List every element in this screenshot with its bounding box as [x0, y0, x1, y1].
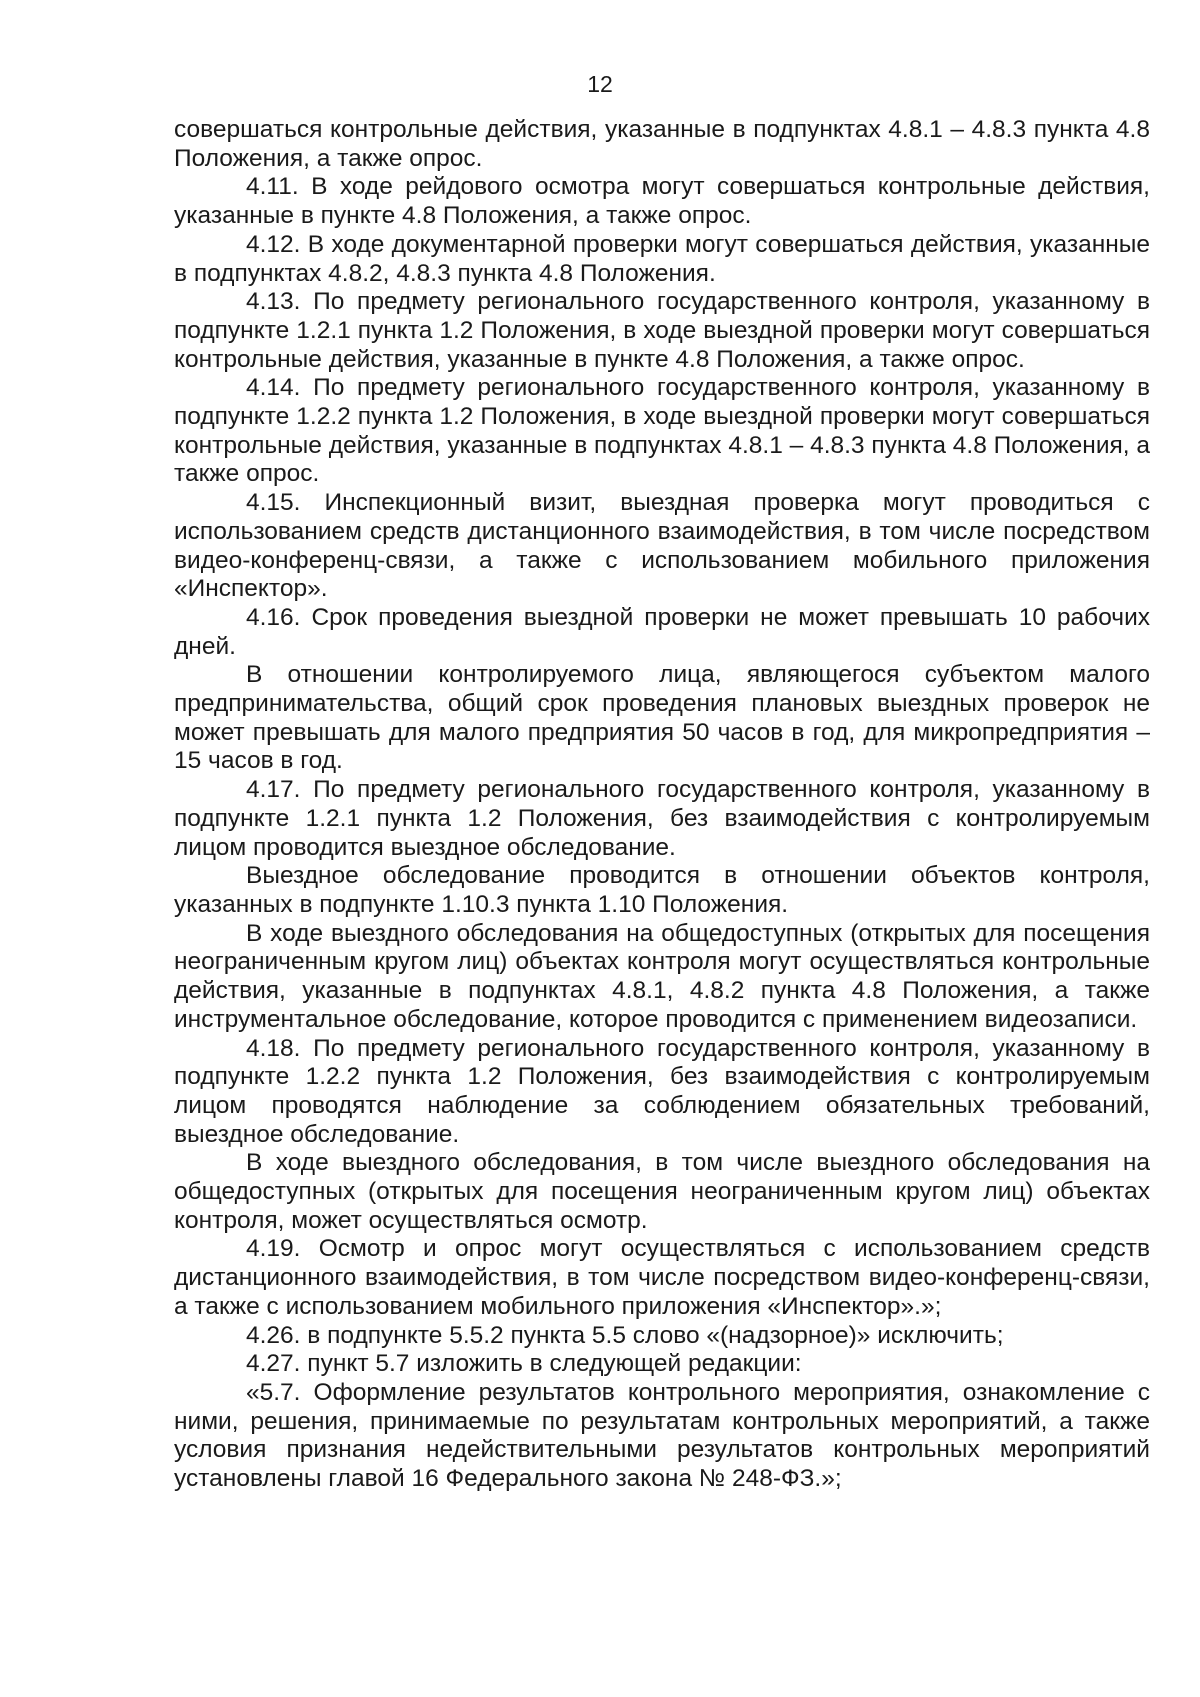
- page-number: 12: [587, 71, 613, 97]
- paragraph-4-17-public-objects: В ходе выездного обследования на общедоступных (открытых для посещения неограниченным кругом лиц) объектах контроля могут осуществляться контрольные действия, указанные в подпунктах 4.8.1, 4.8.2 пункта 4.8 Положения, а также инструментальное обследование, которое проводится с применением видеозаписи.: [174, 919, 1150, 1033]
- paragraph-5-7: «5.7. Оформление результатов контрольного мероприятия, ознакомление с ними, решения, принимаемые по результатам контрольных мероприятий, а также условия признания недействительными результатов контрольных мероприятий установлены главой 16 Федерального закона № 248-ФЗ.»;: [174, 1378, 1150, 1493]
- document-body: [174, 116, 1150, 1494]
- paragraph-4-18-inspection: В ходе выездного обследования, в том числе выездного обследования на общедоступных (открытых для посещения неограниченным кругом лиц) объектах контроля, может осуществляться осмотр.: [174, 1149, 1150, 1234]
- paragraph-4-19: 4.19. Осмотр и опрос могут осуществляться с использованием средств дистанционного взаимодействия, в том числе посредством видео-конференц-связи, а также с использованием мобильного приложения «Инспектор».»;: [174, 1235, 1150, 1320]
- paragraph-continuation: совершаться контрольные действия, указанные в подпунктах 4.8.1 – 4.8.3 пункта 4.8 Положения, а также опрос.: [174, 116, 1150, 172]
- paragraph-4-17: 4.17. По предмету регионального государственного контроля, указанному в подпункте 1.2.1 пункта 1.2 Положения, без взаимодействия с контролируемым лицом проводится выездное обследование.: [174, 776, 1150, 861]
- paragraph-4-16-small-business: В отношении контролируемого лица, являющегося субъектом малого предпринимательства, общий срок проведения плановых выездных проверок не может превышать для малого предприятия 50 часов в год, для микропредприятия – 15 часов в год.: [174, 661, 1150, 775]
- paragraph-4-26: 4.26. в подпункте 5.5.2 пункта 5.5 слово «(надзорное)» исключить;: [246, 1321, 1004, 1349]
- paragraph-4-16: 4.16. Срок проведения выездной проверки не может превышать 10 рабочих дней.: [174, 603, 1150, 660]
- paragraph-4-15: 4.15. Инспекционный визит, выездная проверка могут проводиться с использованием средств дистанционного взаимодействия, в том числе посредством видео-конференц-связи, а также с использованием мобильного приложения «Инспектор».: [174, 489, 1150, 603]
- paragraph-4-13: 4.13. По предмету регионального государственного контроля, указанному в подпункте 1.2.1 пункта 1.2 Положения, в ходе выездной проверки могут совершаться контрольные действия, указанные в пункте 4.8 Положения, а также опрос.: [174, 288, 1150, 373]
- paragraph-4-12: 4.12. В ходе документарной проверки могут совершаться действия, указанные в подпунктах 4.8.2, 4.8.3 пункта 4.8 Положения.: [174, 230, 1150, 287]
- paragraph-4-17-objects: Выездное обследование проводится в отношении объектов контроля, указанных в подпункте 1.10.3 пункта 1.10 Положения.: [174, 862, 1150, 918]
- paragraph-4-11: 4.11. В ходе рейдового осмотра могут совершаться контрольные действия, указанные в пункте 4.8 Положения, а также опрос.: [174, 173, 1150, 230]
- paragraph-4-27: 4.27. пункт 5.7 изложить в следующей редакции:: [246, 1350, 802, 1378]
- paragraph-4-18: 4.18. По предмету регионального государственного контроля, указанному в подпункте 1.2.2 пункта 1.2 Положения, без взаимодействия с контролируемым лицом проводятся наблюдение за соблюдением обязательных требований, выездное обследование.: [174, 1034, 1150, 1148]
- paragraph-4-14: 4.14. По предмету регионального государственного контроля, указанному в подпункте 1.2.2 пункта 1.2 Положения, в ходе выездной проверки могут совершаться контрольные действия, указанные в подпунктах 4.8.1 – 4.8.3 пункта 4.8 Положения, а также опрос.: [174, 374, 1151, 488]
